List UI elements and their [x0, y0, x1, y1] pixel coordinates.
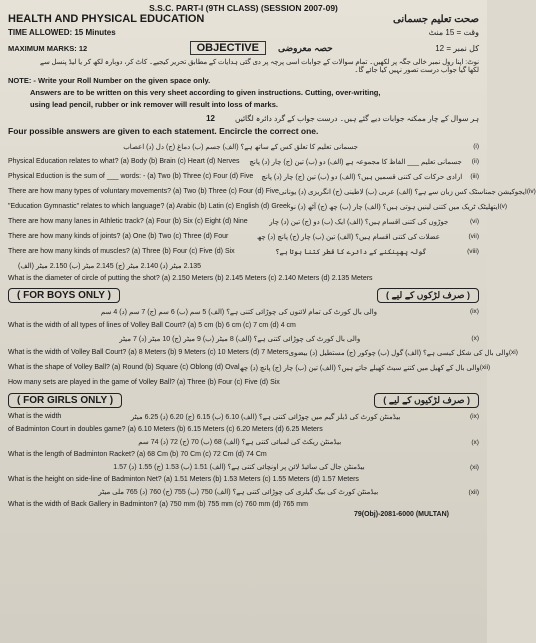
question-ur: عضلات کی کتنی اقسام ہیں؟ (الف) تین (ب) چار (ج) پانچ (د) چھ: [256, 233, 440, 241]
urdu-marks: کل نمبر = 12: [435, 43, 479, 53]
paper-code: 79(Obj)-2081-6000 (MULTAN): [353, 511, 449, 518]
question-row: [8, 272, 479, 285]
header-top-row: [8, 3, 479, 13]
question-ur: ارادی حرکات کی کتنی قسمیں ہیں؟ (الف) دو (ب) تین (ج) چار (د) پانچ: [261, 173, 463, 181]
question-ur: گولہ پھینکنے کے دائرے کا قطر کتنا ہوتا ہے؟: [275, 248, 427, 256]
question-row: [8, 184, 536, 199]
boys-only-badge: ( FOR BOYS ONLY ): [8, 288, 120, 303]
question-en: What is the shape of Volley Ball? (a) Round (b) Square (c) Oblong (d) Oval: [8, 364, 240, 371]
question-row: [8, 360, 491, 375]
question-en: What is the width: [8, 413, 62, 420]
question-number: (xi): [469, 463, 479, 471]
question-row: [8, 318, 479, 332]
question-ur: بیڈمنٹن جال کی سائیڈ لائن پر اونچائی کتنی ہے؟ (الف) 1.51 (ب) 1.53 (ج) 1.55 (د) 1.57: [113, 464, 365, 471]
question-row: [8, 375, 479, 390]
section-marks: 12: [206, 114, 215, 123]
urdu-subject-title: صحت تعلیم جسمانی: [393, 13, 479, 25]
question-en: 2.135 میٹر (د) 2.140 میٹر (ج) 2.145 میٹر (ب) 2.150 میٹر (الف): [18, 262, 202, 270]
question-ur: ایجوکیشن جمناسٹک کس زبان سے ہے؟ (الف) عربی (ب) لاطینی (ج) انگریزی (د) یونانی: [278, 188, 527, 196]
question-number: (i): [473, 143, 479, 150]
question-row: [8, 229, 479, 244]
question-number: (ix): [469, 308, 479, 315]
urdu-instructions-2: لکھا گیا جواب درست تصور نہیں کیا جائے گا۔: [354, 67, 479, 74]
question-row: [8, 486, 479, 498]
boys-questions: [8, 305, 518, 390]
question-row: [8, 214, 479, 229]
marks-row: [8, 41, 479, 55]
objective-heading: OBJECTIVE: [190, 41, 266, 55]
question-ur: والی بال کے کھیل میں کتنے سیٹ کھیلے جاتے ہیں؟ (الف) تین (ب) چار (ج) پانچ (د) چھ: [239, 364, 480, 372]
question-number: (vii): [468, 233, 479, 240]
question-en: Physical Eduction is the sum of ___ words: - (a) Two (b) Three (c) Four (d) Five: [8, 173, 254, 180]
question-number: (ix): [469, 413, 479, 420]
question-row: [8, 423, 479, 436]
urdu-encircle: ہر سوال کے چار ممکنہ جوابات دیے گئے ہیں۔ درست جواب کے گرد دائرہ لگائیں: [235, 114, 479, 123]
question-number: (iii): [470, 173, 479, 180]
question-en: How many sets are played in the game of Volley Ball? (a) Three (b) Four (c) Five (d) Six: [8, 379, 280, 386]
general-questions: [8, 139, 536, 285]
boys-only-urdu-badge: ( صرف لڑکوں کے لیے ): [377, 288, 479, 303]
question-en: There are how many kinds of joints? (a) One (b) Two (c) Three (d) Four: [8, 233, 229, 240]
question-en: There are how many types of voluntary movements? (a) Two (b) Three (c) Four (d) Five: [8, 188, 279, 195]
question-row: [8, 345, 518, 360]
question-en: of Badminton Court in doubles game? (a) 6.10 Meters (b) 6.15 Meters (c) 6.20 Meters (d) 6.25 Meters: [8, 426, 323, 433]
header-subject-row: [8, 13, 479, 25]
question-en: "Education Gymnastic" relates to which language? (a) Arabic (b) Latin (c) English (d) Greek: [8, 203, 291, 210]
question-ur: والی بال کورٹ کی تمام لائنوں کی چوڑائی کتنی ہے؟ (الف) 5 سم (ب) 6 سم (ج) 7 سم (د) 4 سم: [100, 308, 378, 316]
question-row: [8, 332, 479, 345]
girls-section-header: [8, 393, 479, 408]
question-row: [8, 169, 479, 184]
question-number: (vi): [469, 218, 479, 225]
session-line: S.S.C. PART-I (9TH CLASS) (SESSION 2007-09): [149, 3, 338, 13]
question-row: [8, 305, 479, 318]
question-row: [8, 473, 479, 486]
note-line: NOTE: - Write your Roll Number on the given space only.: [8, 76, 211, 85]
question-row: [8, 259, 479, 272]
boys-section-header: [8, 288, 479, 303]
girls-questions: [8, 410, 479, 510]
question-row: [8, 461, 479, 473]
question-ur: جسمانی تعلیم ___ الفاظ کا مجموعہ ہے (الف) دو (ب) تین (ج) چار (د) پانچ: [249, 158, 462, 166]
question-en: What is the width of all types of lines of Volley Ball Court? (a) 5 cm (b) 6 cm (c) 7 cm (d) 4 cm: [8, 321, 296, 329]
question-row: [8, 410, 479, 423]
question-ur: والی بال کورٹ کی چوڑائی کتنی ہے؟ (الف) 8 میٹر (ب) 9 میٹر (ج) 10 میٹر (د) 7 میٹر: [119, 335, 361, 343]
footer-row: [8, 511, 479, 518]
question-en: What is the height on side-line of Badminton Net? (a) 1.51 Meters (b) 1.53 Meters (c) 1.55 Meters (d) 1.57 Meters: [8, 476, 359, 483]
question-en: Physical Education relates to what? (a) Body (b) Brain (c) Heart (d) Nerves: [8, 158, 240, 165]
question-en: What is the width of Volley Ball Court? (a) 8 Meters (b) 9 Meters (c) 10 Meters (d) 7 Meters: [8, 349, 289, 356]
question-en: What is the width of Back Gallery in Badminton? (a) 750 mm (b) 755 mm (c) 760 mm (d) 765 mm: [8, 500, 308, 508]
question-number: (ii): [471, 158, 479, 165]
question-en: What is the diameter of circle of putting the shot? (a) 2.150 Meters (b) 2.145 Meters (c) 2.140 Meters (d) 2.135 Meters: [8, 275, 373, 282]
question-ur: والی بال کی شکل کیسی ہے؟ (الف) گول (ب) چوکور (ج) مستطیل (د) بیضوی: [288, 349, 509, 357]
question-row: [8, 498, 479, 510]
question-ur: بیڈمنٹن کورٹ کی ڈبلز گیم میں چوڑائی کتنی ہے؟ (الف) 6.10 (ب) 6.15 (ج) 6.20 (د) 6.25 میٹر: [130, 413, 401, 421]
question-row: [8, 436, 479, 448]
question-en: There are how many kinds of muscles? (a) Three (b) Four (c) Five (d) Six: [8, 248, 235, 255]
question-ur: جسمانی تعلیم کا تعلق کس کے ساتھ ہے؟ (الف) جسم (ب) دماغ (ج) دل (د) اعصاب: [123, 143, 358, 151]
urdu-instructions-1: نوٹ: اپنا رول نمبر خالی جگہ پر لکھیں۔ تمام سوالات کے جوابات اسی پرچہ پر دی گئی ہدایات کے مطابق تحریر کیجیے۔ کاٹ کر، دوبارہ لکھ کر یا لیڈ پنسل سے: [39, 59, 479, 66]
urdu-objective: حصہ معروضی: [277, 42, 333, 53]
time-row: [8, 28, 479, 37]
question-number: (xii): [479, 364, 491, 371]
question-ur: ایتھلیٹک ٹریک میں کتنی لینیں ہوتی ہیں؟ (الف) چار (ب) چھ (ج) آٹھ (د) نو: [290, 203, 500, 211]
question-number: (x): [471, 335, 479, 342]
question-number: (v): [499, 203, 508, 210]
urdu-time: وقت = 15 منٹ: [428, 28, 479, 37]
time-allowed: TIME ALLOWED: 15 Minutes: [8, 28, 116, 37]
max-marks: MAXIMUM MARKS: 12: [8, 43, 88, 53]
question-row: [8, 244, 479, 259]
girls-only-badge: ( FOR GIRLS ONLY ): [8, 393, 122, 408]
question-number: (viii): [467, 248, 479, 255]
question-number: (xi): [508, 349, 518, 356]
question-en: There are how many lanes in Athletic track? (a) Four (b) Six (c) Eight (d) Nine: [8, 218, 248, 225]
question-row: [8, 139, 479, 154]
question-number: (iv): [526, 188, 536, 195]
encircle-heading: Four possible answers are given to each statement. Encircle the correct one.: [8, 126, 319, 136]
question-en: What is the length of Badminton Racket? (a) 68 Cm (b) 70 Cm (c) 72 Cm (d) 74 Cm: [8, 451, 267, 458]
question-ur: بیڈمنٹن ریکٹ کی لمبائی کتنی ہے؟ (الف) 68 (ب) 70 (ج) 72 (د) 74 سم: [138, 439, 342, 446]
instructions-line-3: using lead pencil, rubber or ink remover will result into loss of marks.: [30, 100, 278, 109]
question-ur: بیڈمنٹن کورٹ کی بیک گیلری کی چوڑائی کتنی ہے؟ (الف) 750 (ب) 755 (ج) 760 (د) 765 ملی میٹر: [98, 489, 379, 496]
question-row: [8, 448, 479, 461]
instructions-line-2: Answers are to be written on this very sheet according to given instructions. Cutting, over-writing,: [30, 88, 381, 97]
question-number: (xii): [468, 488, 479, 496]
question-row: [8, 199, 508, 214]
subject-title: HEALTH AND PHYSICAL EDUCATION: [8, 13, 205, 25]
girls-only-urdu-badge: ( صرف لڑکیوں کے لیے ): [374, 393, 479, 408]
question-row: [8, 154, 479, 169]
question-ur: جوڑوں کی کتنی اقسام ہیں؟ (الف) ایک (ب) دو (ج) تین (د) چار: [269, 218, 449, 226]
urdu-encircle-row: [8, 114, 479, 123]
question-number: (x): [471, 438, 479, 446]
